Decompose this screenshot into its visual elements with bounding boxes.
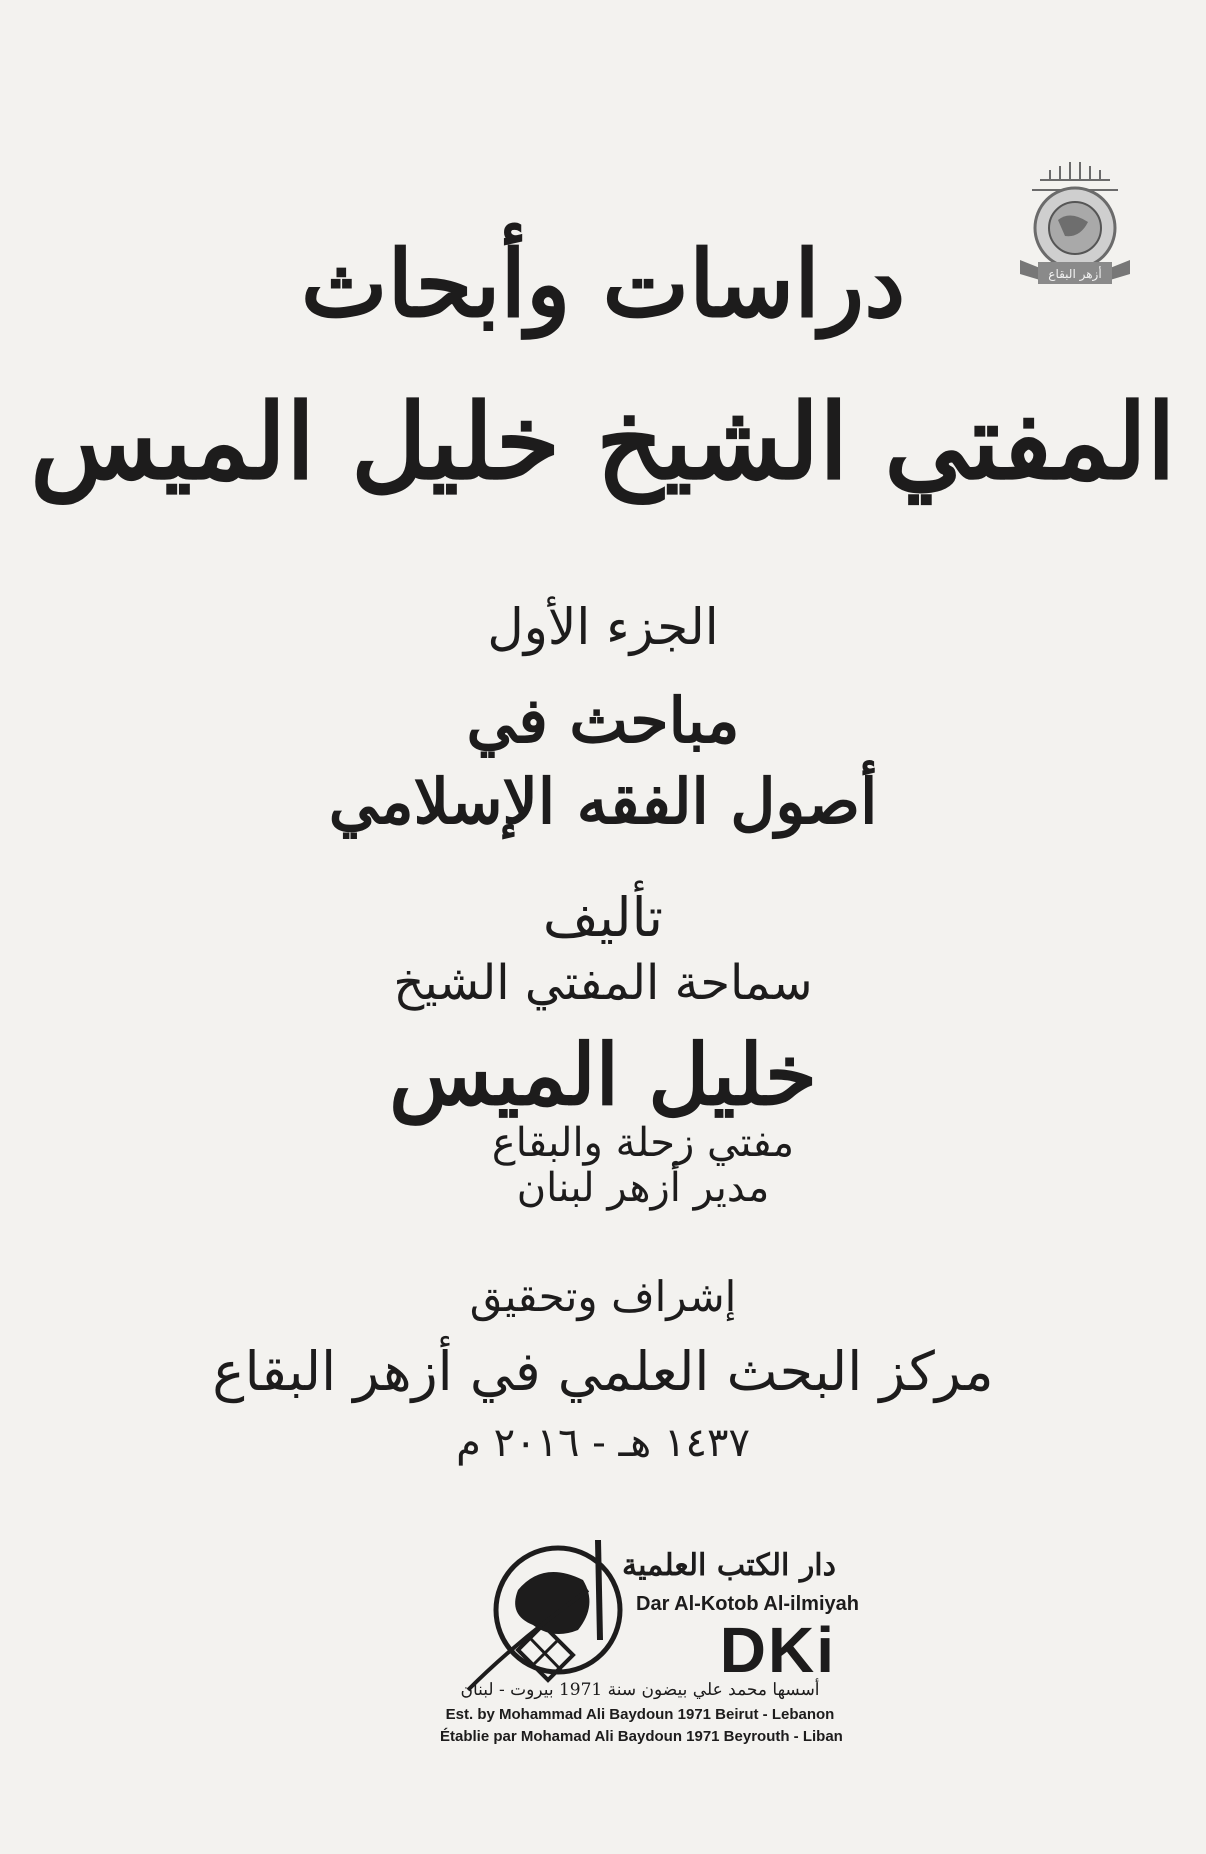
title-line-1: دراسات وأبحاث (300, 230, 906, 338)
publisher-name-english: Dar Al-Kotob Al-ilmiyah (636, 1593, 859, 1615)
author-name: خليل الميس (389, 1025, 817, 1124)
established-arabic: أسسها محمد علي بيضون سنة 1971 بيروت - لبنان (460, 1680, 820, 1700)
established-french: Établie par Mohamad Ali Baydoun 1971 Beyrouth - Liban (440, 1728, 843, 1745)
subtitle-line-1: مباحث في (466, 684, 740, 757)
emblem-label: أزهر البقاع (1048, 267, 1102, 281)
publisher-abbrev: DKi (719, 1614, 836, 1686)
subtitle-line-2: أصول الفقه الإسلامي (328, 765, 878, 838)
publication-date: ١٤٣٧ هـ - ٢٠١٦ م (456, 1420, 750, 1466)
publisher-globe-logo-icon (448, 1530, 648, 1700)
research-center: مركز البحث العلمي في أزهر البقاع (212, 1340, 994, 1403)
volume-label: الجزء الأول (487, 598, 719, 656)
author-honorific: سماحة المفتي الشيخ (393, 955, 813, 1011)
author-role-1: مفتي زحلة والبقاع (491, 1120, 795, 1166)
byline: تأليف (542, 886, 664, 949)
established-english: Est. by Mohammad Ali Baydoun 1971 Beirut - Lebanon (445, 1706, 835, 1723)
supervision-label: إشراف وتحقيق (469, 1272, 737, 1321)
publisher-name-arabic: دار الكتب العلمية (622, 1548, 836, 1583)
title-line-2: المفتي الشيخ خليل الميس (30, 380, 1176, 503)
author-role-2: مدير أزهر لبنان (516, 1165, 770, 1211)
